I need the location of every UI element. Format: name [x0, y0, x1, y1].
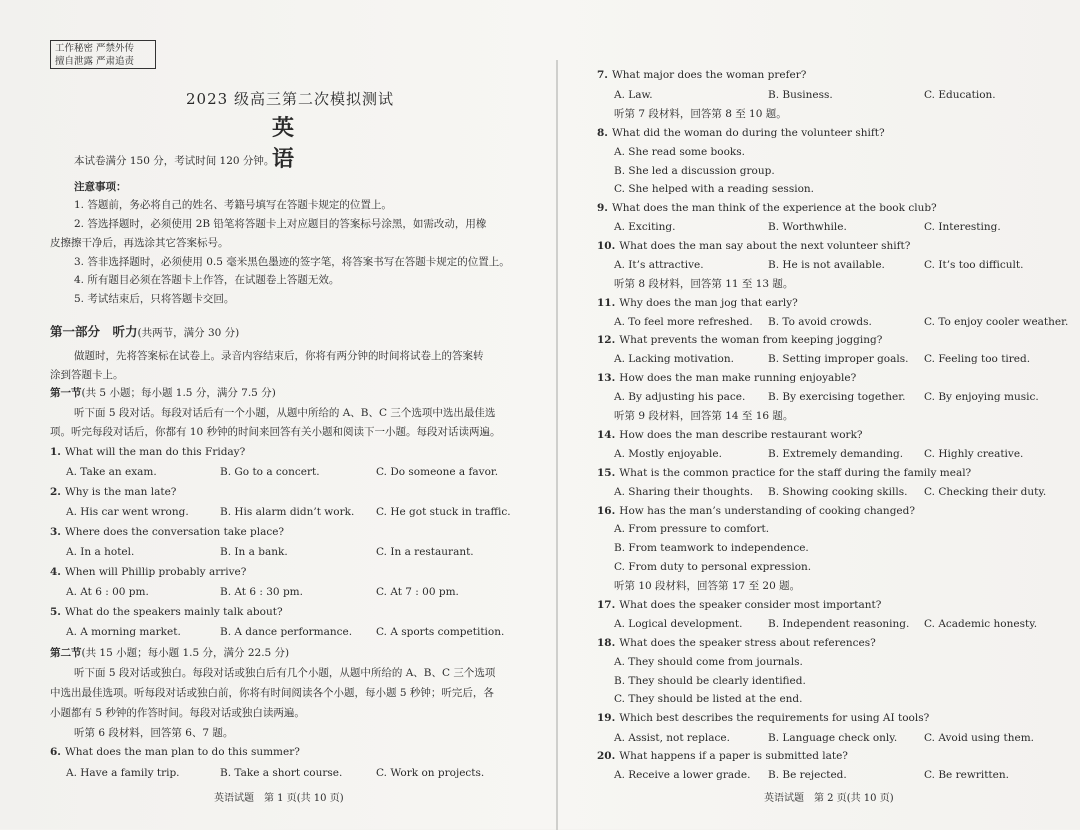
- question-number: 19.: [597, 712, 616, 724]
- question-text: How does the man make running enjoyable?: [619, 372, 857, 384]
- option-a: A. It’s attractive.: [614, 259, 704, 271]
- option-a: A. Have a family trip.: [66, 767, 180, 779]
- question-text: What does the man plan to do this summer?: [64, 746, 300, 758]
- question-number: 13.: [597, 372, 616, 384]
- question-text: What does the man think of the experience at the book club?: [611, 202, 937, 214]
- question-text: Why is the man late?: [64, 486, 177, 498]
- question-number: 17.: [597, 599, 616, 611]
- part1-desc: 涂到答题卡上。: [50, 369, 124, 381]
- option-a: A. At 6 : 00 pm.: [66, 586, 149, 598]
- question-number: 2.: [50, 486, 61, 498]
- question-text: Which best describes the requirements for using AI tools?: [619, 712, 930, 724]
- option-a: A. They should come from journals.: [614, 656, 803, 668]
- question: [597, 749, 848, 763]
- section2-title: 第二节: [50, 647, 82, 659]
- option-c: C. Work on projects.: [376, 767, 485, 779]
- exam-title: 2023 级高三第二次模拟测试: [186, 90, 394, 108]
- question: [597, 466, 971, 480]
- question-number: 7.: [597, 69, 608, 81]
- option-a: A. Law.: [614, 89, 653, 101]
- question: [50, 445, 245, 459]
- page-footer: 英语试题 第 1 页(共 10 页): [214, 793, 344, 804]
- question-number: 11.: [597, 297, 616, 309]
- question: [597, 371, 856, 385]
- option-c: C. Be rewritten.: [924, 769, 1009, 781]
- option-c: C. Interesting.: [924, 221, 1001, 233]
- option-b: B. From teamwork to independence.: [614, 542, 809, 554]
- question-number: 3.: [50, 526, 61, 538]
- option-c: C. From duty to personal expression.: [614, 561, 812, 573]
- option-c: C. Do someone a favor.: [376, 466, 499, 478]
- option-b: B. He is not available.: [768, 259, 885, 271]
- question: [50, 565, 246, 579]
- confidential-stamp: [50, 40, 156, 69]
- question: [597, 201, 937, 215]
- option-b: B. His alarm didn’t work.: [220, 506, 355, 518]
- question: [50, 485, 176, 499]
- option-a: A. Sharing their thoughts.: [614, 486, 754, 498]
- question-text: What does the speaker stress about references?: [619, 637, 876, 649]
- question-text: What do the speakers mainly talk about?: [64, 606, 283, 618]
- question: [597, 598, 881, 612]
- option-b: B. Go to a concert.: [220, 466, 320, 478]
- section2-desc: 听下面 5 段对话或独白。每段对话或独白后有几个小题，从题中所给的 A、B、C 三个选项: [74, 667, 496, 679]
- question-text: What happens if a paper is submitted late?: [619, 750, 848, 762]
- note-item: 2. 答选择题时，必须使用 2B 铅笔将答题卡上对应题目的答案标号涂黑，如需改动，用橡: [74, 218, 487, 230]
- question: [597, 504, 915, 518]
- option-c: C. To enjoy cooler weather.: [924, 316, 1069, 328]
- stamp-line: 工作秘密 严禁外传: [55, 43, 135, 54]
- subject-title: 英 语: [271, 115, 345, 172]
- option-a: A. Logical development.: [614, 618, 743, 630]
- part1-heading: [50, 325, 239, 340]
- material-note: 听第 6 段材料，回答第 6、7 题。: [74, 727, 234, 739]
- option-a: A. Receive a lower grade.: [614, 769, 751, 781]
- option-c: C. In a restaurant.: [376, 546, 474, 558]
- question-number: 5.: [50, 606, 61, 618]
- question-number: 1.: [50, 446, 61, 458]
- question-number: 20.: [597, 750, 616, 762]
- part1-note: (共两节，满分 30 分): [137, 327, 240, 339]
- question: [597, 126, 885, 140]
- score-time-info: 本试卷满分 150 分，考试时间 120 分钟。: [74, 155, 275, 167]
- option-b: B. Setting improper goals.: [768, 353, 909, 365]
- page-footer: 英语试题 第 2 页(共 10 页): [764, 793, 894, 804]
- option-a: A. Exciting.: [614, 221, 676, 233]
- section2-desc: 中选出最佳选项。听每段对话或独白前，你将有时间阅读各个小题，每小题 5 秒钟；听完后，各: [50, 687, 494, 699]
- option-c: C. Checking their duty.: [924, 486, 1047, 498]
- note-item: 1. 答题前，务必将自己的姓名、考籍号填写在答题卡规定的位置上。: [74, 199, 392, 211]
- option-b: B. They should be clearly identified.: [614, 675, 806, 687]
- option-c: C. He got stuck in traffic.: [376, 506, 511, 518]
- material-note: 听第 7 段材料，回答第 8 至 10 题。: [614, 108, 787, 120]
- option-b: B. Worthwhile.: [768, 221, 847, 233]
- option-b: B. Business.: [768, 89, 833, 101]
- option-b: B. Take a short course.: [220, 767, 343, 779]
- question-text: What did the woman do during the volunteer shift?: [611, 127, 885, 139]
- question-text: What does the speaker consider most important?: [619, 599, 882, 611]
- question: [597, 711, 929, 725]
- section1-title: 第一节: [50, 387, 82, 399]
- question-text: What does the man say about the next volunteer shift?: [619, 240, 911, 252]
- note-item: 皮擦擦干净后，再选涂其它答案标号。: [50, 237, 229, 249]
- material-note: 听第 8 段材料，回答第 11 至 13 题。: [614, 278, 794, 290]
- question: [597, 68, 806, 82]
- question-number: 4.: [50, 566, 61, 578]
- question: [597, 428, 863, 442]
- column-divider: [556, 60, 558, 830]
- question-number: 18.: [597, 637, 616, 649]
- notes-heading: 注意事项：: [74, 181, 127, 193]
- question-number: 8.: [597, 127, 608, 139]
- question: [597, 333, 882, 347]
- section2-desc: 小题都有 5 秒钟的作答时间。每段对话或独白读两遍。: [50, 707, 305, 719]
- stamp-line: 擅自泄露 严肃追责: [55, 56, 135, 67]
- option-c: C. Education.: [924, 89, 996, 101]
- section2-note: (共 15 小题；每小题 1.5 分，满分 22.5 分): [81, 647, 290, 659]
- option-c: C. They should be listed at the end.: [614, 693, 803, 705]
- option-a: A. By adjusting his pace.: [614, 391, 746, 403]
- option-a: A. To feel more refreshed.: [614, 316, 753, 328]
- note-item: 5. 考试结束后，只将答题卡交回。: [74, 293, 235, 305]
- question: [50, 605, 283, 619]
- option-c: C. She helped with a reading session.: [614, 183, 814, 195]
- option-c: C. By enjoying music.: [924, 391, 1039, 403]
- option-c: C. It’s too difficult.: [924, 259, 1024, 271]
- option-a: A. From pressure to comfort.: [614, 523, 770, 535]
- question-text: Why does the man jog that early?: [619, 297, 798, 309]
- question-text: How does the man describe restaurant work?: [619, 429, 863, 441]
- question-text: What major does the woman prefer?: [611, 69, 807, 81]
- option-a: A. Assist, not replace.: [614, 732, 730, 744]
- option-a: A. In a hotel.: [66, 546, 135, 558]
- section1-heading: [50, 386, 276, 400]
- question-number: 16.: [597, 505, 616, 517]
- section1-note: (共 5 小题；每小题 1.5 分，满分 7.5 分): [81, 387, 276, 399]
- option-a: A. Mostly enjoyable.: [614, 448, 722, 460]
- question-text: What will the man do this Friday?: [64, 446, 246, 458]
- option-b: B. Independent reasoning.: [768, 618, 910, 630]
- question-number: 12.: [597, 334, 616, 346]
- option-b: B. To avoid crowds.: [768, 316, 872, 328]
- question: [50, 525, 284, 539]
- option-b: B. Extremely demanding.: [768, 448, 904, 460]
- option-c: C. Academic honesty.: [924, 618, 1038, 630]
- question-text: When will Phillip probably arrive?: [64, 566, 247, 578]
- question-text: Where does the conversation take place?: [64, 526, 285, 538]
- note-item: 4. 所有题目必须在答题卡上作答，在试题卷上答题无效。: [74, 274, 340, 286]
- question-text: What prevents the woman from keeping jogging?: [619, 334, 883, 346]
- question: [597, 239, 910, 253]
- option-c: C. A sports competition.: [376, 626, 505, 638]
- question-text: How has the man’s understanding of cooking changed?: [619, 505, 915, 517]
- question-number: 14.: [597, 429, 616, 441]
- question: [597, 636, 876, 650]
- option-a: A. She read some books.: [614, 146, 745, 158]
- question: [50, 745, 300, 759]
- option-c: C. Avoid using them.: [924, 732, 1034, 744]
- option-b: B. Showing cooking skills.: [768, 486, 908, 498]
- section2-heading: [50, 646, 289, 660]
- option-b: B. A dance performance.: [220, 626, 353, 638]
- question-number: 6.: [50, 746, 61, 758]
- option-a: A. Lacking motivation.: [614, 353, 734, 365]
- option-b: B. Be rejected.: [768, 769, 847, 781]
- option-b: B. At 6 : 30 pm.: [220, 586, 303, 598]
- option-a: A. Take an exam.: [66, 466, 157, 478]
- option-c: C. At 7 : 00 pm.: [376, 586, 459, 598]
- material-note: 听第 9 段材料，回答第 14 至 16 题。: [614, 410, 794, 422]
- part1-title: 第一部分 听力: [50, 324, 138, 339]
- question-number: 15.: [597, 467, 616, 479]
- option-a: A. A morning market.: [66, 626, 181, 638]
- option-c: C. Highly creative.: [924, 448, 1024, 460]
- note-item: 3. 答非选择题时，必须使用 0.5 毫米黑色墨迹的签字笔，将答案书写在答题卡规定的位置上。: [74, 256, 510, 268]
- option-b: B. By exercising together.: [768, 391, 906, 403]
- option-c: C. Feeling too tired.: [924, 353, 1031, 365]
- material-note: 听第 10 段材料，回答第 17 至 20 题。: [614, 580, 801, 592]
- question-number: 9.: [597, 202, 608, 214]
- question: [597, 296, 798, 310]
- option-b: B. She led a discussion group.: [614, 165, 775, 177]
- option-b: B. Language check only.: [768, 732, 898, 744]
- section1-desc: 听下面 5 段对话。每段对话后有一个小题，从题中所给的 A、B、C 三个选项中选出最佳选: [74, 407, 496, 419]
- option-b: B. In a bank.: [220, 546, 288, 558]
- section1-desc: 项。听完每段对话后，你都有 10 秒钟的时间来回答有关小题和阅读下一小题。每段对话读两遍。: [50, 426, 501, 438]
- part1-desc: 做题时，先将答案标在试卷上。录音内容结束后，你将有两分钟的时间将试卷上的答案转: [74, 350, 484, 362]
- option-a: A. His car went wrong.: [66, 506, 189, 518]
- question-text: What is the common practice for the staff during the family meal?: [619, 467, 972, 479]
- question-number: 10.: [597, 240, 616, 252]
